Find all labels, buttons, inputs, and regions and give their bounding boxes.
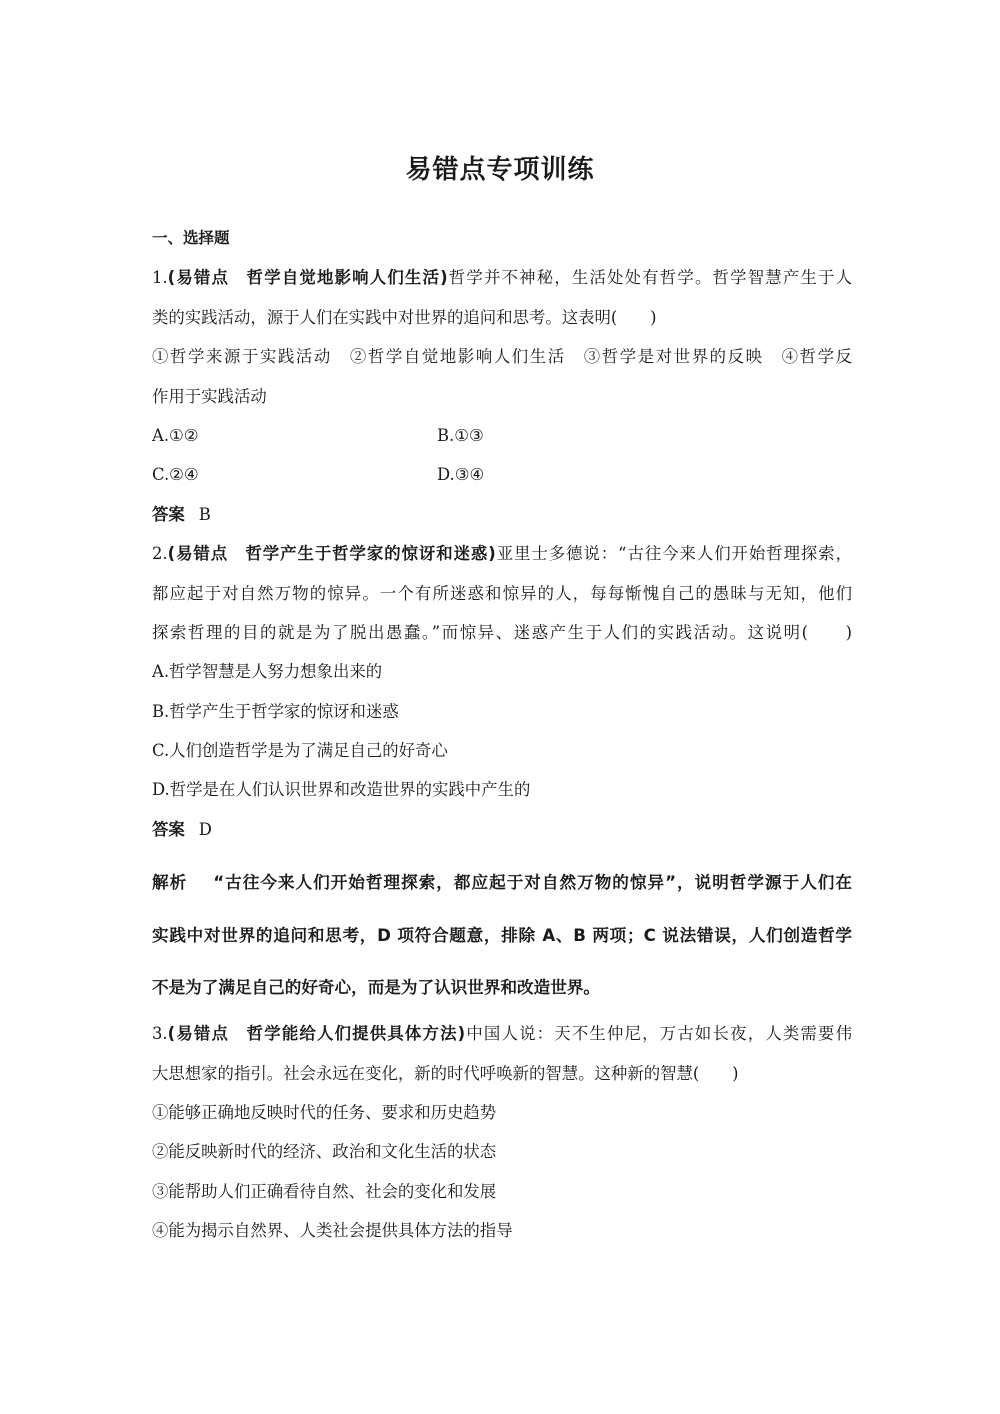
question-2-answer-label: 答案: [152, 819, 185, 839]
question-2-analysis-line-1: [152, 857, 852, 909]
question-2: [152, 534, 852, 1014]
page-title: 易错点专项训练: [405, 155, 595, 185]
question-2-stem-line-1: [152, 534, 852, 573]
question-1-options-row-2: [152, 455, 852, 494]
question-1-number: 1.: [152, 268, 168, 288]
question-2-answer-value: D: [198, 819, 212, 839]
question-2-tag: (易错点 哲学产生于哲学家的惊讶和迷惑): [167, 544, 496, 564]
question-1-stem-line-2: 类的实践活动，源于人们在实践中对世界的追问和思考。这表明( ): [152, 307, 657, 327]
question-3-item-4: ④能为揭示自然界、人类社会提供具体方法的指导: [152, 1221, 513, 1241]
question-2-stem-line-3: 探索哲理的目的就是为了脱出愚蠢。”而惊异、迷惑产生于人们的实践活动。这说明( ): [152, 622, 852, 642]
question-3-number: 3.: [152, 1024, 168, 1044]
question-1-tag: (易错点 哲学自觉地影响人们生活): [167, 268, 448, 288]
question-3-stem-line-2: 大思想家的指引。社会永远在变化，新的时代呼唤新的智慧。这种新的智慧( ): [152, 1063, 739, 1083]
question-1-option-c: C.②④: [152, 465, 199, 485]
question-1-option-a: A.①②: [152, 425, 199, 445]
question-3-item-1: ①能够正确地反映时代的任务、要求和历史趋势: [152, 1102, 497, 1122]
question-3-tag: (易错点 哲学能给人们提供具体方法): [167, 1024, 466, 1044]
question-1-options-row-1: [152, 416, 852, 455]
question-1: [152, 258, 852, 534]
question-1-stem-text: 哲学并不神秘，生活处处有哲学。哲学智慧产生于人: [447, 268, 852, 288]
question-3-item-3: ③能帮助人们正确看待自然、社会的变化和发展: [152, 1181, 497, 1201]
question-2-analysis-label: 解析: [152, 873, 188, 893]
question-2-option-c: C.人们创造哲学是为了满足自己的好奇心: [152, 741, 448, 761]
question-2-option-d: D.哲学是在人们认识世界和改造世界的实践中产生的: [152, 780, 531, 800]
question-1-choices-line-2: 作用于实践活动: [152, 386, 267, 406]
question-1-option-b: B.①③: [437, 425, 484, 445]
question-2-analysis-text-1: “古往今来人们开始哲理探索，都应起于对自然万物的惊异”，说明哲学源于人们在: [213, 873, 852, 893]
question-3-stem-text: 中国人说：天不生仲尼，万古如长夜，人类需要伟: [465, 1024, 852, 1044]
question-3: [152, 1014, 852, 1250]
question-1-choices-line-1: ①哲学来源于实践活动 ②哲学自觉地影响人们生活 ③哲学是对世界的反映 ④哲学反: [152, 347, 852, 367]
question-1-stem-line-1: [152, 258, 852, 297]
question-2-option-b: B.哲学产生于哲学家的惊讶和迷惑: [152, 701, 399, 721]
question-2-number: 2.: [152, 544, 168, 564]
document-body: [152, 219, 852, 1250]
question-2-analysis-line-3: 不是为了满足自己的好奇心，而是为了认识世界和改造世界。: [152, 977, 601, 997]
question-2-stem-text: 亚里士多德说：“古往今来人们开始哲理探索，: [495, 544, 852, 564]
question-1-answer: [152, 495, 852, 534]
question-1-answer-label: 答案: [152, 504, 185, 524]
question-2-answer: [152, 810, 852, 849]
question-2-stem-line-2: 都应起于对自然万物的惊异。一个有所迷惑和惊异的人，每每惭愧自己的愚昧与无知，他们: [152, 583, 852, 603]
question-3-item-2: ②能反映新时代的经济、政治和文化生活的状态: [152, 1142, 497, 1162]
section-heading: 一、选择题: [152, 229, 230, 247]
question-2-option-a: A.哲学智慧是人努力想象出来的: [152, 662, 383, 682]
question-1-option-d: D.③④: [437, 465, 485, 485]
question-1-answer-value: B: [198, 504, 211, 524]
question-3-stem-line-1: [152, 1014, 852, 1053]
question-2-analysis-line-2: 实践中对世界的追问和思考，D 项符合题意，排除 A、B 两项；C 说法错误，人们创造哲学: [152, 925, 852, 945]
